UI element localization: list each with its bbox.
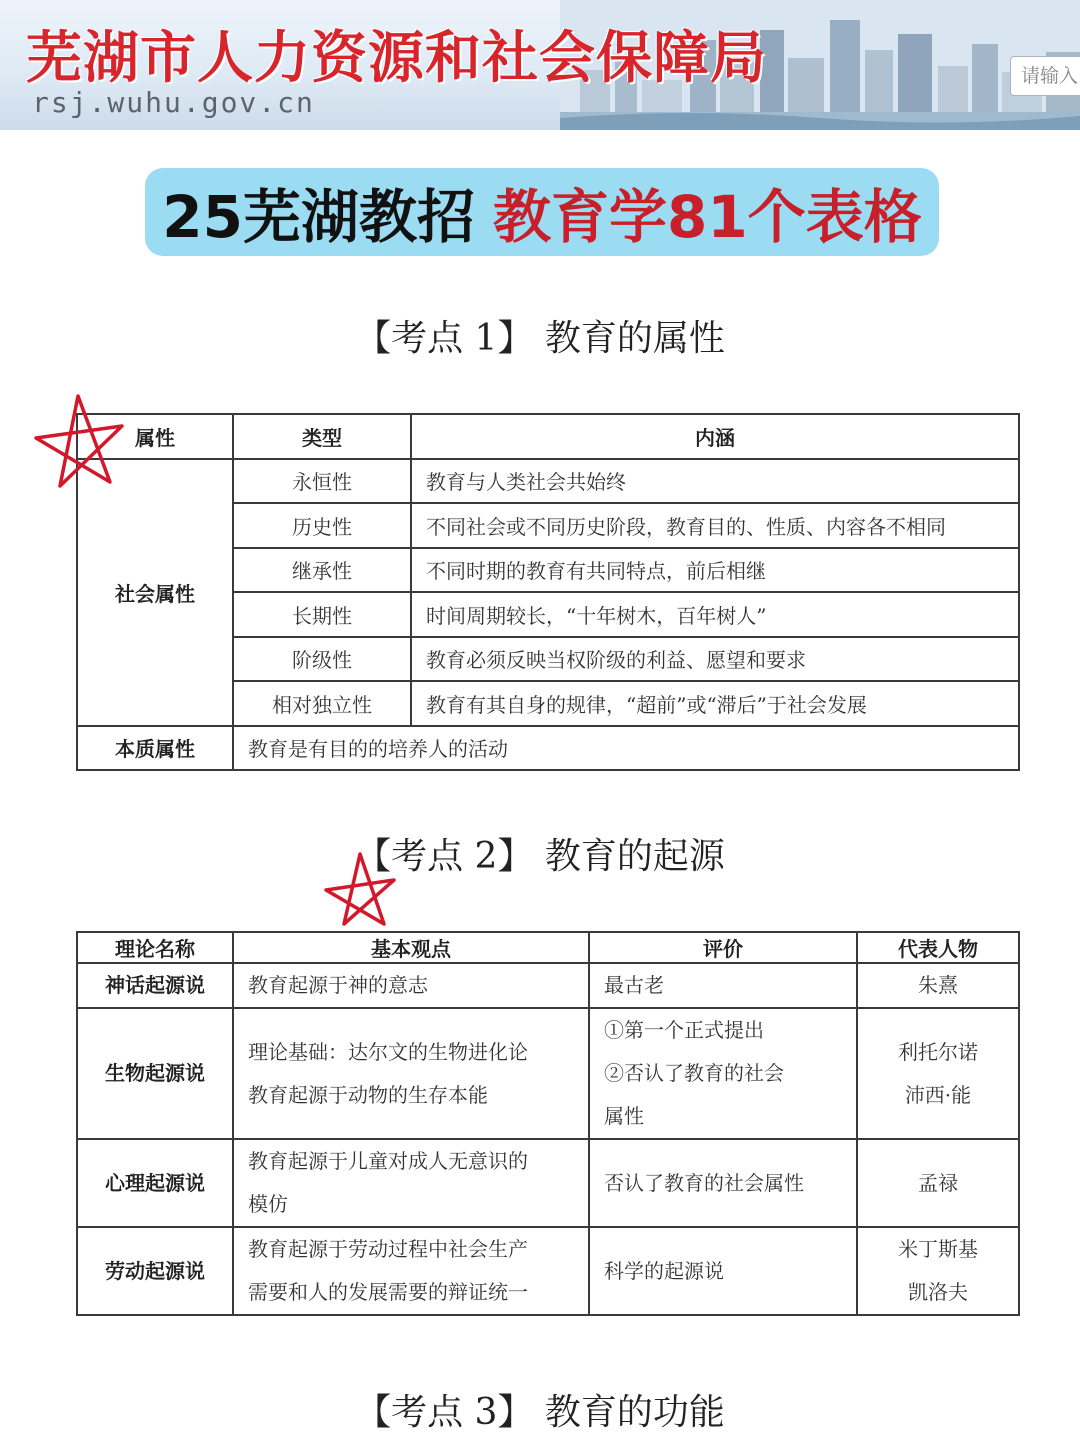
type-cell: 继承性	[233, 548, 411, 593]
main-heading-part1: 25芜湖教招	[162, 183, 475, 251]
site-url[interactable]: rsj.wuhu.gov.cn	[32, 86, 315, 119]
origin-theories-table	[76, 931, 1020, 1316]
person-name: 沛西·能	[904, 1082, 972, 1107]
evaluation-line: 否认了教育的社会属性	[604, 1170, 804, 1195]
evaluation-line: 属性	[604, 1104, 644, 1128]
meaning-cell: 不同社会或不同历史阶段，教育目的、性质、内容各不相同	[411, 503, 1019, 548]
table-header-row	[77, 414, 1019, 459]
people-cell	[857, 963, 1019, 1008]
evaluation-line: ①第一个正式提出	[604, 1018, 764, 1042]
evaluation-line: ②否认了教育的社会	[604, 1061, 784, 1085]
theory-name-cell: 劳动起源说	[77, 1227, 233, 1315]
theory-name-cell: 生物起源说	[77, 1008, 233, 1139]
main-heading	[145, 168, 939, 256]
meaning-cell: 教育必须反映当权阶级的利益、愿望和要求	[411, 637, 1019, 682]
site-header-banner	[0, 0, 1080, 130]
evaluation-cell	[589, 1008, 857, 1139]
evaluation-line: 科学的起源说	[604, 1258, 724, 1283]
table-row	[77, 1008, 1019, 1139]
theory-name-cell: 心理起源说	[77, 1139, 233, 1227]
evaluation-line: 最古老	[604, 973, 664, 997]
view-line: 模仿	[248, 1192, 288, 1216]
site-title[interactable]: 芜湖市人力资源和社会保障局	[26, 26, 767, 91]
meaning-cell: 教育是有目的的培养人的活动	[233, 726, 1019, 771]
meaning-cell: 教育有其自身的规律，“超前”或“滞后”于社会发展	[411, 681, 1019, 726]
person-name: 朱熹	[918, 973, 958, 997]
column-header: 代表人物	[857, 932, 1019, 963]
row-group-label: 本质属性	[77, 726, 233, 771]
star-annotation-icon	[30, 390, 130, 495]
meaning-cell: 教育与人类社会共始终	[411, 459, 1019, 504]
evaluation-cell	[589, 1139, 857, 1227]
people-cell	[857, 1008, 1019, 1139]
star-annotation-icon	[322, 850, 402, 930]
column-header: 类型	[233, 414, 411, 459]
view-cell	[233, 963, 589, 1008]
type-cell: 阶级性	[233, 637, 411, 682]
table-row	[77, 459, 1019, 504]
type-cell: 长期性	[233, 592, 411, 637]
row-group-label: 社会属性	[77, 459, 233, 726]
attributes-table	[76, 413, 1020, 771]
column-header: 理论名称	[77, 932, 233, 963]
column-header: 属性	[77, 414, 233, 459]
table-row	[77, 726, 1019, 771]
section1-heading: 【考点 1】 教育的属性	[355, 318, 725, 359]
table-header-row	[77, 932, 1019, 963]
section2-heading: 【考点 2】 教育的起源	[355, 836, 725, 877]
type-cell: 历史性	[233, 503, 411, 548]
type-cell: 永恒性	[233, 459, 411, 504]
person-name: 凯洛夫	[908, 1280, 968, 1304]
theory-name-cell: 神话起源说	[77, 963, 233, 1008]
view-line: 理论基础：达尔文的生物进化论	[248, 1039, 528, 1064]
evaluation-cell	[589, 1227, 857, 1315]
people-cell	[857, 1139, 1019, 1227]
view-cell	[233, 1139, 589, 1227]
view-line: 教育起源于劳动过程中社会生产	[248, 1237, 528, 1261]
column-header: 内涵	[411, 414, 1019, 459]
view-line: 教育起源于动物的生存本能	[248, 1082, 488, 1107]
view-line: 教育起源于儿童对成人无意识的	[248, 1149, 528, 1173]
search-input[interactable]: 请输入	[1010, 56, 1080, 96]
meaning-cell: 不同时期的教育有共同特点，前后相继	[411, 548, 1019, 593]
view-cell	[233, 1008, 589, 1139]
people-cell	[857, 1227, 1019, 1315]
column-header: 评价	[589, 932, 857, 963]
table-row	[77, 1227, 1019, 1315]
evaluation-cell	[589, 963, 857, 1008]
meaning-cell: 时间周期较长，“十年树木，百年树人”	[411, 592, 1019, 637]
table-row	[77, 1139, 1019, 1227]
table-row	[77, 963, 1019, 1008]
person-name: 利托尔诺	[898, 1039, 978, 1064]
type-cell: 相对独立性	[233, 681, 411, 726]
column-header: 基本观点	[233, 932, 589, 963]
view-line: 需要和人的发展需要的辩证统一	[248, 1280, 528, 1304]
section3-heading: 【考点 3】 教育的功能	[355, 1392, 725, 1433]
person-name: 米丁斯基	[898, 1237, 978, 1261]
main-heading-part2: 教育学81个表格	[493, 183, 922, 251]
view-line: 教育起源于神的意志	[248, 973, 428, 997]
person-name: 孟禄	[918, 1170, 958, 1195]
view-cell	[233, 1227, 589, 1315]
